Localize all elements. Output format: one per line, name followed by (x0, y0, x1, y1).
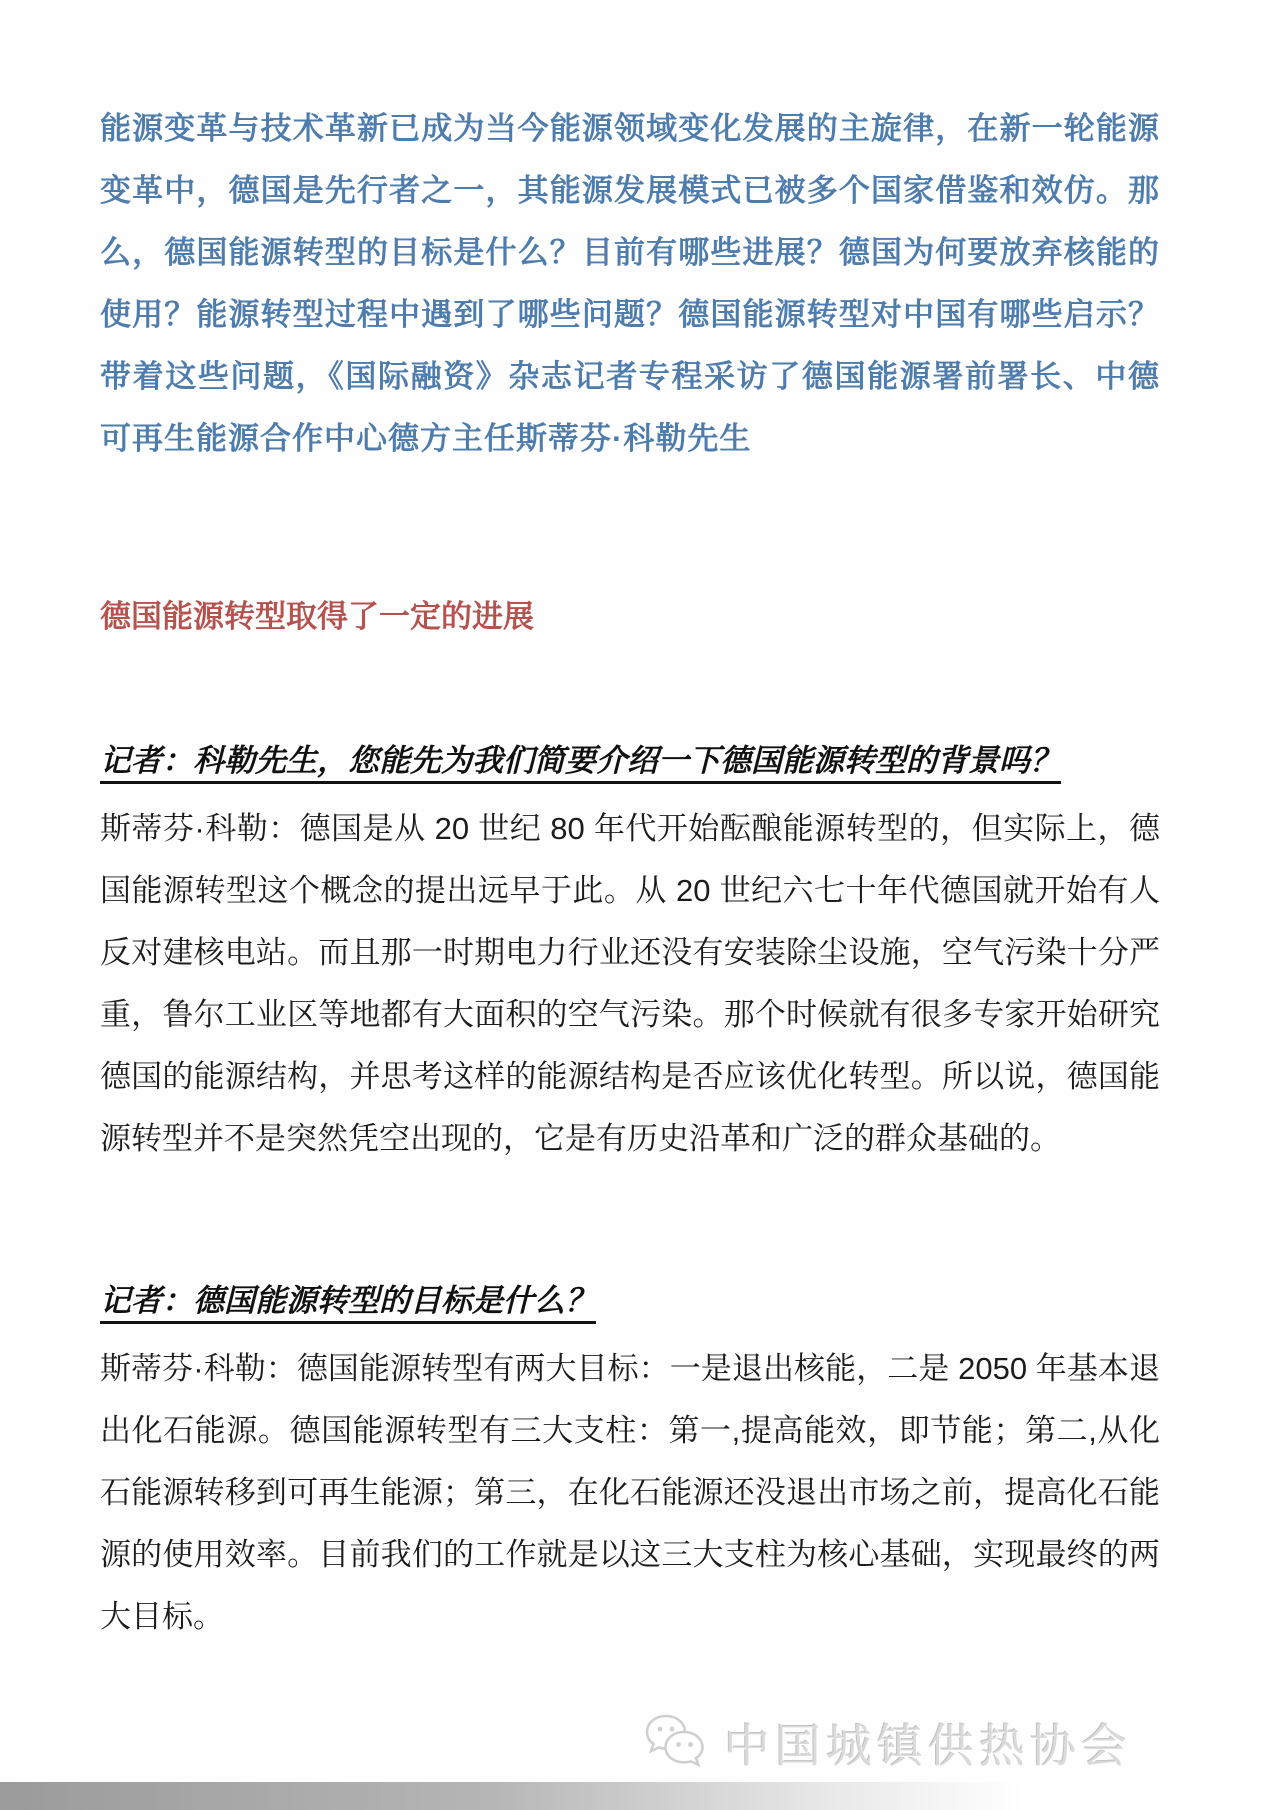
wechat-logo-icon (636, 1706, 710, 1780)
intro-paragraph: 能源变革与技术革新已成为当今能源领域变化发展的主旋律，在新一轮能源变革中，德国是先行者之一，其能源发展模式已被多个国家借鉴和效仿。那么，德国能源转型的目标是什么？目前有哪些进展？德国为何要放弃核能的使用？能源转型过程中遇到了哪些问题？德国能源转型对中国有哪些启示？带着这些问题，《国际融资》杂志记者专程采访了德国能源署前署长、中德可再生能源合作中心德方主任斯蒂芬·科勒先生 (100, 111, 1160, 456)
watermark-text: 中国城镇供热协会 (724, 1720, 1132, 1772)
footer-watermark (0, 1706, 1280, 1780)
qa-block-1 (100, 730, 1160, 1170)
qa-block-2 (100, 1270, 1160, 1648)
bottom-gray-bar (0, 1782, 1280, 1810)
section-heading: 德国能源转型取得了一定的进展 (100, 599, 534, 634)
question-1: 记者：科勒先生，您能先为我们简要介绍一下德国能源转型的背景吗？ (100, 743, 1061, 778)
answer-1: 斯蒂芬·科勒：德国是从 20 世纪 80 年代开始酝酿能源转型的，但实际上，德国能源转型这个概念的提出远早于此。从 20 世纪六七十年代德国就开始有人反对建核电站。而且那一时期电力行业还没有安装除尘设施，空气污染十分严重，鲁尔工业区等地都有大面积的空气污染。那个时候就有很多专家开始研究德国的能源结构，并思考这样的能源结构是否应该优化转型。所以说，德国能源转型并不是突然凭空出现的，它是有历史沿革和广泛的群众基础的。 (100, 811, 1160, 1156)
answer-2: 斯蒂芬·科勒：德国能源转型有两大目标：一是退出核能，二是 2050 年基本退出化石能源。德国能源转型有三大支柱：第一,提高能效，即节能；第二,从化石能源转移到可再生能源；第三，在化石能源还没退出市场之前，提高化石能源的使用效率。目前我们的工作就是以这三大支柱为核心基础，实现最终的两大目标。 (100, 1351, 1160, 1634)
question-2: 记者：德国能源转型的目标是什么？ (100, 1283, 596, 1318)
